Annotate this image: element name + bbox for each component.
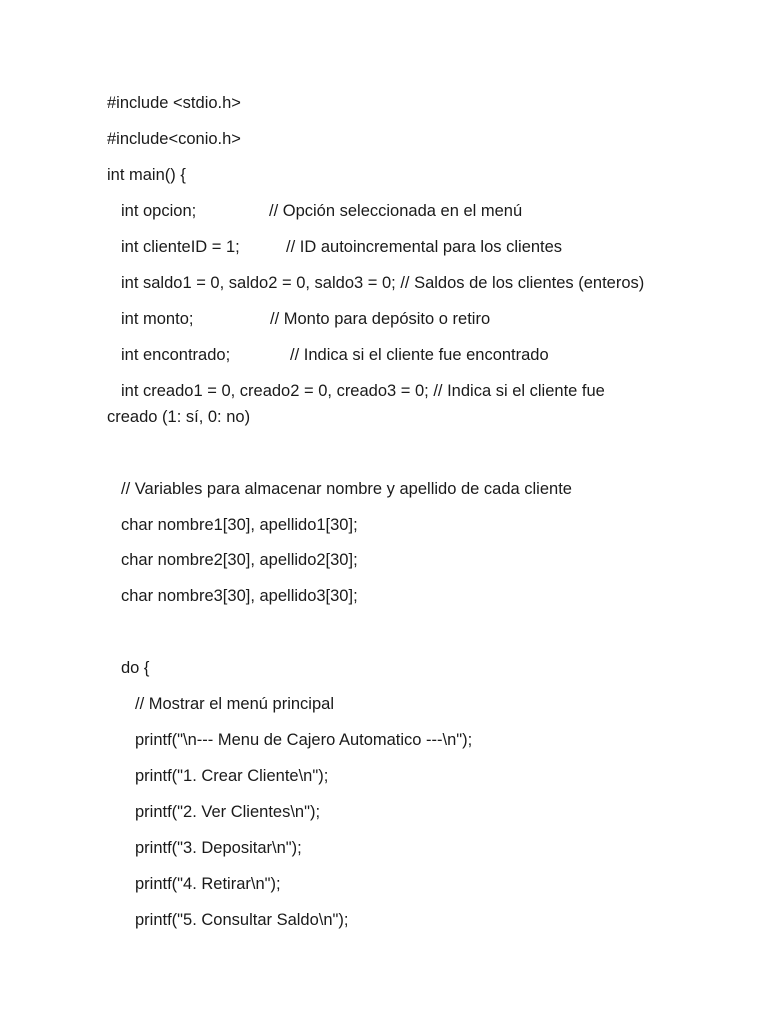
code-line: int saldo1 = 0, saldo2 = 0, saldo3 = 0; // Saldos de los clientes (enteros) — [121, 274, 645, 292]
code-line: char nombre2[30], apellido2[30]; — [121, 551, 358, 569]
code-line: int clienteID = 1; — [121, 238, 240, 256]
code-line: printf("3. Depositar\n"); — [135, 839, 302, 857]
code-line: do { — [121, 659, 150, 677]
code-line: // Variables para almacenar nombre y apellido de cada cliente — [121, 480, 572, 498]
code-line: int opcion; — [121, 202, 197, 220]
code-line-continuation: creado (1: sí, 0: no) — [107, 408, 251, 426]
code-line: printf("4. Retirar\n"); — [135, 875, 281, 893]
code-comment: // Opción seleccionada en el menú — [269, 202, 523, 220]
code-comment: // Monto para depósito o retiro — [270, 310, 491, 328]
code-line: // Mostrar el menú principal — [135, 695, 334, 713]
code-comment: // ID autoincremental para los clientes — [286, 238, 563, 256]
code-line: char nombre1[30], apellido1[30]; — [121, 516, 358, 534]
code-line: char nombre3[30], apellido3[30]; — [121, 587, 358, 605]
code-line: int main() { — [107, 166, 186, 184]
code-line: int creado1 = 0, creado2 = 0, creado3 = 0; // Indica si el cliente fue — [121, 382, 605, 400]
code-line: printf("2. Ver Clientes\n"); — [135, 803, 321, 821]
code-line: int monto; — [121, 310, 194, 328]
code-line: int encontrado; — [121, 346, 231, 364]
code-line: printf("\n--- Menu de Cajero Automatico ---\n"); — [135, 731, 473, 749]
code-line: #include <stdio.h> — [107, 94, 241, 112]
code-line: printf("1. Crear Cliente\n"); — [135, 767, 329, 785]
code-comment: // Indica si el cliente fue encontrado — [290, 346, 549, 364]
code-line: printf("5. Consultar Saldo\n"); — [135, 911, 349, 929]
code-line: #include<conio.h> — [107, 130, 241, 148]
